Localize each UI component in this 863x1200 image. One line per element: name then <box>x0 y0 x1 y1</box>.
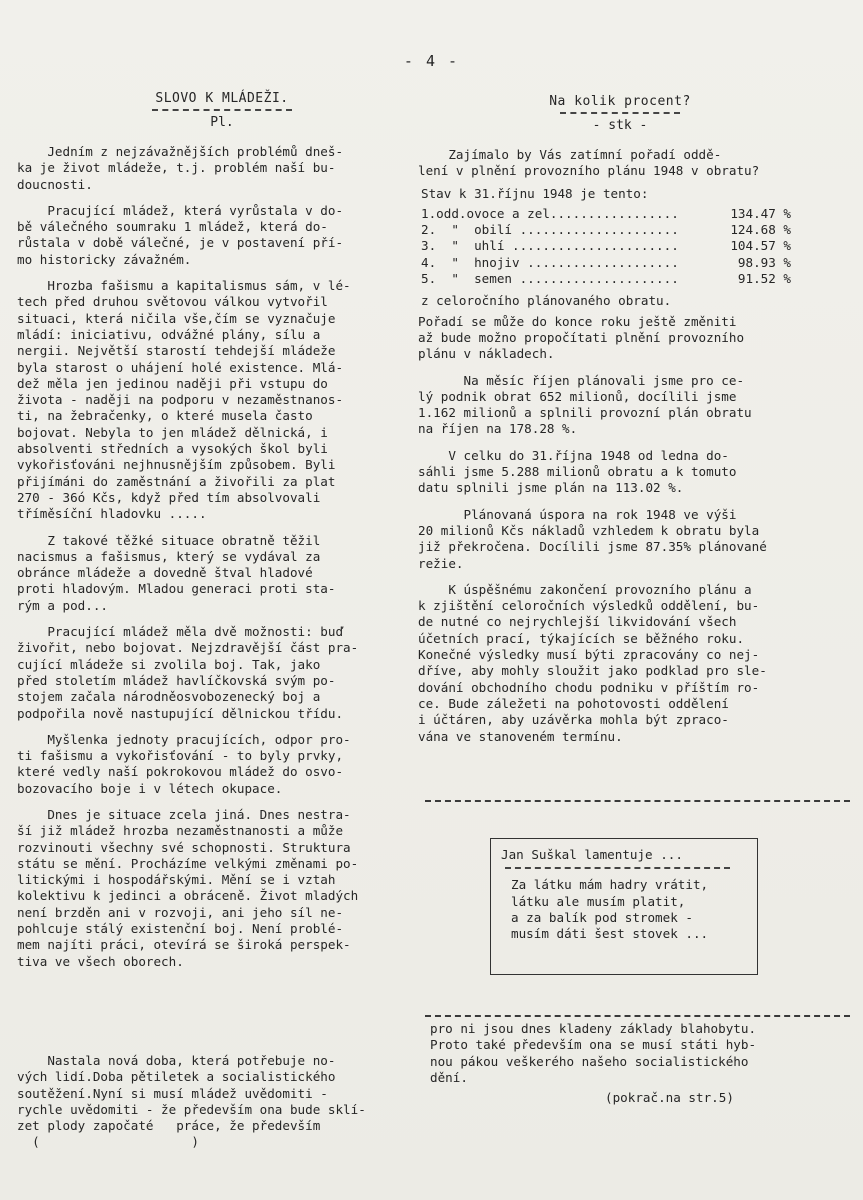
continuation-text <box>430 1021 850 1086</box>
paragraph: Myšlenka jednoty pracujících, odpor pro- ti fašismu a vykořisťování - to byly prvky, které vedly naší pokrokovou mládež do osvo- bozovacího boje i v létech okupace. <box>17 731 351 796</box>
stat-row <box>421 222 791 238</box>
stats-header: Stav k 31.říjnu 1948 je tento: <box>421 185 649 201</box>
stat-label: 1.odd.ovoce a zel................. <box>421 205 679 221</box>
stat-value: 91.52 % <box>737 271 791 287</box>
poem-divider <box>505 867 730 869</box>
poem-line: musím dáti šest stovek ... <box>511 926 709 942</box>
paragraph: Pracující mládež měla dvě možnosti: buď živořit, nebo bojovat. Nejzdravější část pra- cující mládeže si zvolila boj. Tak, jako před stoletím mládež havlíčkovská svým po- stojem začala národněosvobozenecký boj a podpořila nově nastupující dělnickou třídu. <box>17 624 359 721</box>
section-divider <box>425 800 850 802</box>
stat-row <box>421 255 791 271</box>
continuation-note: (pokrač.na str.5) <box>605 1090 734 1105</box>
right-article-title: Na kolik procent? <box>549 94 691 109</box>
stat-row <box>421 206 791 222</box>
paragraph: Pracující mládež, která vyrůstala v do- bě válečného soumraku 1 mládež, která do- růstala v době válečné, je v postavení pří- mo historicky závažném. <box>17 202 344 267</box>
right-article-header <box>540 94 700 133</box>
paragraph: Zajímalo by Vás zatímní pořadí oddě- lení v plnění provozního plánu 1948 v obratu? <box>418 147 760 179</box>
stat-value: 134.47 % <box>730 205 791 221</box>
paragraph: Plánovaná úspora na rok 1948 ve výši 20 milionů Kčs nákladů vzhledem k obratu byla již překročena. Docílili jsme 87.35% plánované režie. <box>418 506 767 571</box>
paragraph: Jedním z nejzávažnějších problémů dneš- ka je život mládeže, t.j. problém naší bu- doucnosti. <box>17 144 344 192</box>
paragraph: z celoročního plánovaného obratu. <box>421 293 672 309</box>
paragraph: Na měsíc říjen plánovali jsme pro ce- lý podnik obrat 652 milionů, docílili jsme 1.162 milionů a splnili provozní plán obratu na říjen na 178.28 %. <box>418 372 752 437</box>
paragraph: K úspěšnému zakončení provozního plánu a k zjištění celoročních výsledků oddělení, bu- de nutné co nejrychlejší likvidování všech účetních prací, týkajících se běžného roku. Konečné výsledky musí býti zpracovány co nej- dříve, aby mohly sloužit jako podklad pro sle- dování obchodního chodu podniku v příštím ro- ce. Bude záležeti na pohotovosti oddělení i účtáren, aby uzávěrka mohla být zpraco- vána ve stanoveném termínu. <box>418 581 767 744</box>
stat-value: 124.68 % <box>730 222 791 238</box>
title-underline <box>152 107 292 111</box>
stat-label: 5. " semen ..................... <box>421 271 679 287</box>
left-article-body <box>17 144 432 980</box>
stat-value: 98.93 % <box>737 254 791 270</box>
section-divider <box>425 1015 850 1017</box>
paragraph: pro ni jsou dnes kladeny základy blahobytu. Proto také především ona se musí státi hyb- nou pákou veškerého našeho socialistického dění. <box>430 1021 757 1085</box>
stat-label: 4. " hnojiv .................... <box>421 254 679 270</box>
stat-label: 3. " uhlí ...................... <box>421 238 679 254</box>
stat-label: 2. " obilí ..................... <box>421 222 679 238</box>
poem-line: látku ale musím platit, <box>511 893 686 909</box>
page-number: - 4 - <box>403 52 460 70</box>
paragraph: Nastala nová doba, která potřebuje no- vých lidí.Doba pětiletek a socialistického soutěžení.Nyní si musí mládež uvědomiti - rychle uvědomiti - že především ona bude sklí- zet plody započaté práce, že především ( ) <box>17 1053 366 1150</box>
stat-row <box>421 271 791 287</box>
poem-line: Za látku mám hadry vrátit, <box>511 877 709 893</box>
stats-list <box>421 206 858 287</box>
poem-title: Jan Suškal lamentuje ... <box>501 847 683 862</box>
right-article-author: - stk - <box>592 118 648 133</box>
stat-row <box>421 238 791 254</box>
poem-line: a za balík pod stromek - <box>511 909 693 925</box>
paragraph: Pořadí se může do konce roku ještě změniti až bude možno propočítati plnění provozního plánu v nákladech. <box>418 313 745 362</box>
right-article-body <box>418 147 858 755</box>
left-article-author: Pl. <box>210 115 234 130</box>
poem-box <box>490 838 758 975</box>
paragraph: Z takové těžké situace obratně těžil nacismus a fašismus, který se vydával za obránce mládeže a dovedně štval hladové proti hladovým. Mladou generaci proti sta- rým a pod... <box>17 532 336 613</box>
stat-value: 104.57 % <box>730 238 791 254</box>
left-article-header <box>147 91 297 130</box>
paragraph: Dnes je situace zcela jiná. Dnes nestra- ší již mládež hrozba nezaměstnanosti a může rozvinouti všechny své schopnosti. Struktura státu se mění. Procházíme velkými změnami po- litickými i hospodářskými. Mění se i vztah kolektivu k jedinci a obráceně. Život mladých není brzděn ani v rozvoji, ani jeho síl ne- pohlcuje stálý existenční boj. Není problé- mem najíti práci, otevírá se široká perspek- tiva ve všech oborech. <box>17 806 359 969</box>
left-article-title: SLOVO K MLÁDEŽI. <box>155 91 289 106</box>
paragraph: Hrozba fašismu a kapitalismus sám, v lé- tech před druhou světovou válkou vytvořil situaci, která ničila vše,čím se vyznačuje mládí: iniciativu, odvážné plány, sílu a nergii. Největší starostí tehdejší mládeže byla starost o uhájení holé existence. Mlá- dež měla jen jedinou naději při vstupu do života - naději na podporu v nezaměstnanos- ti, na žebračenky, o které musela často bojovat. Nebyla to jen mládež dělnická, i absolventi středních a vysokých škol byli vykořisťováni nejhnusnějším způsobem. Byli přijímáni do zaměstnání a živořili za plat 270 - 36ó Kčs, když před tím absolvovali tříměsíční hladovku ..... <box>17 278 351 522</box>
title-underline <box>560 110 680 114</box>
paragraph: V celku do 31.října 1948 od ledna do- sáhli jsme 5.288 milionů obratu a k tomuto datu splnili jsme plán na 113.02 %. <box>418 447 737 496</box>
left-article-tail <box>17 1053 437 1151</box>
